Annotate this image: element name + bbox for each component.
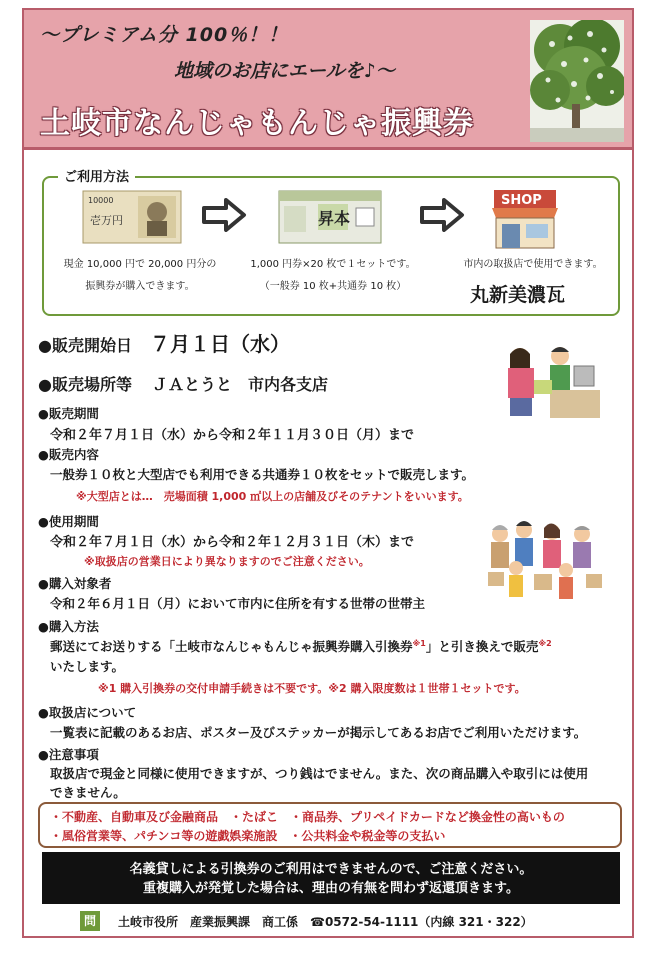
ticket-icon xyxy=(278,190,382,244)
use-period-value: 令和２年７月１日（水）から令和２年１２月３１日（木）まで xyxy=(50,535,415,550)
method-value-line1 xyxy=(50,637,552,655)
shop-icon xyxy=(490,188,560,250)
inquiry-badge: 問 xyxy=(80,911,100,931)
use-period-note: ※取扱店の営業日により異なりますのでご注意ください。 xyxy=(84,555,370,568)
sales-place-value: ＪＡとうと 市内各支店 xyxy=(151,375,328,394)
period-value: 令和２年７月１日（水）から令和２年１１月３０日（月）まで xyxy=(50,428,415,443)
shops-value: 一覧表に記載のあるお店、ポスター及びステッカーが掲示してあるお店でご利用いただけます。 xyxy=(50,725,587,740)
warning-banner xyxy=(42,852,620,904)
step1-text xyxy=(50,254,230,298)
method-value-line2: いたします。 xyxy=(50,659,125,674)
exclusions-line2: ・風俗営業等、パチンコ等の遊戯娯楽施設 ・公共料金や税金等の支払い xyxy=(50,829,446,843)
shop-name: 丸新美濃瓦 xyxy=(470,284,566,306)
content-value: 一般券１０枚と大型店でも利用できる共通券１０枚をセットで販売します。 xyxy=(50,467,475,482)
caution-value-line1: 取扱店で現金と同様に使用できますが、つり銭はでません。また、次の商品購入や取引には使用 xyxy=(50,766,589,781)
content-note: ※大型店とは… 売場面積 1,000 ㎡以上の店舗及びそのテナントをいいます。 xyxy=(76,490,469,503)
target-heading: ●購入対象者 xyxy=(38,576,112,591)
step1-line2: 振興券が購入できます。 xyxy=(85,281,195,292)
header-subtitle-2: 地域のお店にエールを♪～ xyxy=(174,60,395,82)
method-text-a: 郵送にてお送りする「土岐市なんじゃもんじゃ振興券購入引換券 xyxy=(50,639,413,654)
target-value: 令和２年６月１日（月）において市内に住所を有する世帯の世帯主 xyxy=(50,596,426,611)
header-subtitle-1: ～プレミアム分 100％！！ xyxy=(40,24,289,46)
contact-text: 土岐市役所 産業振興課 商工係 ☎0572-54-1111（内線 321・322） xyxy=(118,914,533,929)
method-sup2: ※2 xyxy=(538,638,552,648)
family-illustration xyxy=(486,518,608,604)
usage-label: ご利用方法 xyxy=(58,166,135,185)
step2-line1: 1,000 円券×20 枚で１セットです。 xyxy=(250,259,416,270)
method-note: ※1 購入引換券の交付申請手続きは不要です。※2 購入限度数は１世帯１セットです。 xyxy=(98,682,526,695)
note-value-label: 10000 xyxy=(88,196,114,205)
method-heading: ●購入方法 xyxy=(38,619,99,634)
caution-value-line2: できません。 xyxy=(50,785,126,800)
exclusions-line1: ・不動産、自動車及び金融商品 ・たばこ ・商品券、プリペイドカードなど換金性の高いもの xyxy=(50,810,565,824)
arrow-right-icon xyxy=(418,198,466,232)
use-period-heading: ●使用期間 xyxy=(38,514,99,529)
step3-line1: 市内の取扱店で使用できます。 xyxy=(463,259,603,270)
sales-place xyxy=(38,372,328,395)
yen-note-icon xyxy=(82,190,182,244)
step2-line2: （一般券 10 枚+共通券 10 枚） xyxy=(259,281,407,292)
shop-sign-label: SHOP xyxy=(501,193,542,208)
sales-start-label: ●販売開始日 xyxy=(38,336,132,355)
step2-text xyxy=(242,254,424,298)
exclusions-box xyxy=(38,802,622,848)
warning-line2: 重複購入が発覚した場合は、理由の有無を問わず返還頂きます。 xyxy=(143,881,519,896)
shopping-illustration xyxy=(498,338,604,420)
header-title: 土岐市なんじゃもんじゃ振興券 xyxy=(40,106,474,141)
warning-line1: 名義貸しによる引換券のご利用はできませんので、ご注意ください。 xyxy=(129,862,533,877)
content-heading: ●販売内容 xyxy=(38,447,99,462)
step1-line1: 現金 10,000 円で 20,000 円分の xyxy=(63,259,217,270)
sales-place-label: ●販売場所等 xyxy=(38,375,132,394)
tree-photo xyxy=(530,20,624,142)
shops-heading: ●取扱店について xyxy=(38,705,137,720)
caution-heading: ●注意事項 xyxy=(38,747,99,762)
sales-start xyxy=(38,328,290,357)
footer-contact xyxy=(80,908,533,934)
arrow-right-icon xyxy=(200,198,248,232)
period-heading: ●販売期間 xyxy=(38,406,99,421)
method-text-b: 」と引き換えで販売 xyxy=(425,639,539,654)
sales-start-value: ７月１日（水） xyxy=(149,332,290,356)
step3-text xyxy=(448,254,618,276)
note-yen-label: 壱万円 xyxy=(90,214,123,227)
method-sup1: ※1 xyxy=(412,638,426,648)
ticket-label: 昇本 xyxy=(318,209,351,228)
header-banner xyxy=(24,10,632,150)
